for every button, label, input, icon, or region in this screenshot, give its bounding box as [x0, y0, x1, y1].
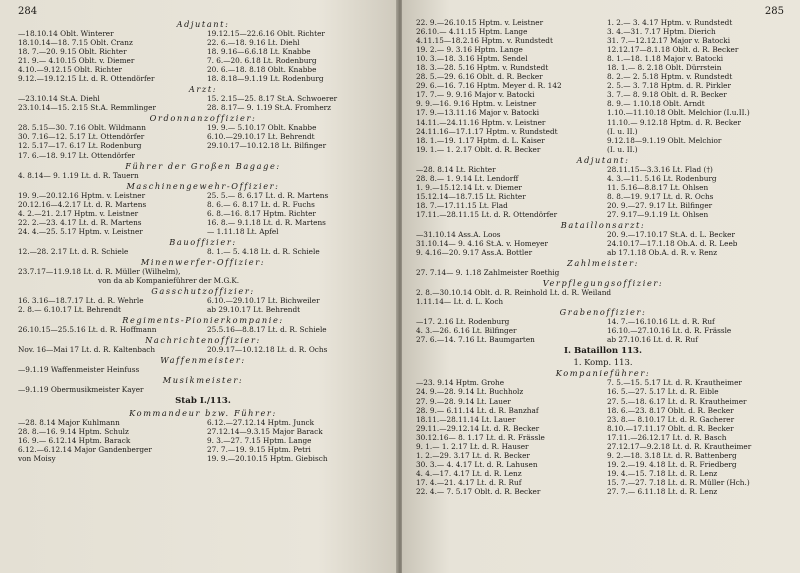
table-cell: 15.12.14—18.7.15 Lt. Richter [416, 191, 526, 201]
section-heading: Führer der Großen Bagage: [125, 160, 281, 171]
table-cell: (I. u. II.) [607, 126, 638, 136]
right-page [402, 0, 800, 573]
table-cell: 15. 2.15—25. 8.17 St.A. Schwoerer [207, 94, 338, 104]
table-cell: 23.10.14—15. 2.15 St.A. Remmlinger [18, 103, 156, 113]
table-cell: 29.10.17—10.12.18 Lt. Bilfinger [207, 141, 327, 151]
table-cell: 8. 6.— 6. 8.17 Lt. d. R. Fuchs [207, 199, 315, 209]
table-cell: 11. 5.16—8.8.17 Lt. Ohlsen [607, 182, 709, 192]
table-cell: 19. 4.—15. 7.18 Lt. d. R. Lenz [607, 468, 718, 478]
table-cell: 18. 8.18—9.1.19 Lt. Rodenburg [207, 74, 324, 84]
table-cell: 17.11.—28.11.15 Lt. d. R. Ottendörfer [416, 209, 558, 219]
table-cell: 16.10.—27.10.16 Lt. d. R. Frässle [607, 326, 732, 336]
table-cell: 27. 5.—18. 6.17 Lt. d. R. Krautheimer [607, 396, 747, 406]
table-cell: 17.11.—26.12.17 Lt. d. R. Basch [607, 432, 727, 442]
table-cell: 28. 8.— 1. 9.14 Lt. Lendorff [416, 173, 519, 183]
table-cell: 19. 2.— 9. 3.16 Hptm. Lange [416, 45, 523, 55]
section-table [18, 191, 388, 236]
table-cell: 18. 1.—19. 1.17 Hptm. d. L. Kaiser [416, 135, 545, 145]
table-cell: 9. 2.—18. 3.18 Lt. d. R. Battenberg [607, 450, 737, 460]
table-cell: 27. 7.— 6.11.18 Lt. d. R. Lenz [607, 486, 718, 496]
table-cell: 18.11.—28.11.14 Lt. Lauer [416, 414, 516, 424]
section-heading: Gasschutzoffizier: [151, 285, 255, 296]
table-cell: 10. 3.—18. 3.16 Hptm. Sendel [416, 54, 528, 64]
table-cell: 16. 8.— 9.1.18 Lt. d. R. Martens [207, 217, 326, 227]
table-cell: Nov. 16—Mai 17 Lt. d. R. Kaltenbach [18, 345, 156, 355]
table-cell: 22. 4.— 7. 5.17 Oblt. d. R. Becker [416, 486, 541, 496]
table-cell: 19. 9.— 5.10.17 Oblt. Knabbe [207, 123, 317, 133]
section-heading: Arzt: [188, 84, 218, 95]
table-cell: 28. 5.—29. 6.16 Oblt. d. R. Becker [416, 72, 543, 82]
table-cell: 9.12.—19.12.15 Lt. d. R. Ottendörfer [18, 74, 155, 84]
table-cell: 29.11.—29.12.14 Lt. d. R. Becker [416, 423, 540, 433]
table-cell: 31.10.14— 9. 4.16 St.A. v. Homeyer [416, 239, 548, 249]
table-cell: 24. 4.—25. 5.17 Hptm. v. Leistner [18, 226, 143, 236]
table-cell: 22. 6.—18. 9.16 Lt. Diehl [207, 38, 300, 48]
table-cell: 6.10.—29.10.17 Lt. Behrendt [207, 132, 315, 142]
section-table [18, 296, 388, 314]
table-cell: von Moisy [18, 454, 56, 464]
section-heading: Grabenoffizier: [559, 307, 647, 318]
section-heading: Musikmeister: [162, 375, 244, 386]
battalion-title: I. Bataillon 113. [563, 346, 643, 357]
table-cell: 19.12.15—22.6.16 Oblt. Richter [207, 29, 325, 38]
table-cell: 9. 4.16—20. 9.17 Ass.A. Bottler [416, 248, 533, 258]
table-cell: 16. 9.— 6.12.14 Hptm. Barack [18, 436, 131, 446]
section-heading: Bataillonsarzt: [560, 219, 646, 230]
table-cell: 4. 4.—17. 4.17 Lt. d. R. Lenz [416, 468, 522, 478]
table-cell: 8.10.—17.11.17 Oblt. d. R. Becker [607, 423, 734, 433]
table-cell: 17. 7.— 9. 9.16 Major v. Batocki [416, 90, 535, 100]
table-cell: 3. 7.— 8. 9.18 Oblt. d. R. Becker [607, 90, 727, 100]
table-cell: 18. 9.16—6.6.18 Lt. Knabbe [207, 47, 311, 57]
table-cell: 4.11.15—18.2.16 Hptm. v. Rundstedt [416, 36, 553, 46]
table-cell: 27.12.14—9.3.15 Major Barack [207, 427, 323, 437]
table-cell: —18.10.14 Oblt. Winterer [18, 29, 114, 38]
text-line: 2. 8.—30.10.14 Oblt. d. R. Reinhold Lt. d. R. Weiland [416, 288, 612, 298]
table-cell: 9.12.18—9.1.19 Oblt. Melchior [607, 135, 722, 145]
table-cell: 20. 9.—17.10.17 St.A. d. L. Becker [607, 229, 735, 239]
table-cell: 14. 7.—16.10.16 Lt. d. R. Ruf [607, 317, 715, 327]
table-cell: — 1.11.18 Lt. Apfel [207, 226, 279, 236]
table-cell: 9. 3.—27. 7.15 Hptm. Lange [207, 436, 312, 446]
section-heading: Adjutant: [576, 154, 630, 165]
table-cell: 8. 1.—18. 1.18 Major v. Batocki [607, 54, 724, 64]
table-cell: 16. 5.—27. 5.17 Lt. d. R. Eible [607, 387, 719, 397]
top-table [416, 18, 790, 154]
table-cell: 24. 9.—28. 9.14 Lt. Buchholz [416, 387, 524, 397]
table-cell: 2. 8.— 6.10.17 Lt. Behrendt [18, 305, 121, 315]
section-table [18, 29, 388, 83]
right-sections [416, 155, 790, 345]
section-table [18, 345, 388, 354]
table-cell: 28. 8.—16. 9.14 Hptm. Schulz [18, 427, 129, 437]
table-cell: ab 27.10.16 Lt. d. R. Ruf [607, 335, 698, 345]
table-cell: 20. 6.—18. 8.18 Oblt. Knabbe [207, 65, 317, 75]
table-cell: 8. 1.— 5. 4.18 Lt. d. R. Schiele [207, 246, 320, 256]
table-cell: 12.12.17—8.1.18 Oblt. d. R. Becker [607, 45, 739, 55]
table-cell: 27. 7.—19. 9.15 Hptm. Petri [207, 445, 311, 455]
section-table [416, 165, 790, 219]
table-cell: 22. 2.—23. 4.17 Lt. d. R. Martens [18, 217, 142, 227]
table-cell: 28. 9.— 6.11.14 Lt. d. R. Banzhaf [416, 405, 539, 415]
company-title: 1. Komp. 113. [573, 357, 633, 368]
table-cell: 27. 6.—14. 7.16 Lt. Baumgarten [416, 335, 535, 345]
text-line: —9.1.19 Waffenmeister Heinfuss [18, 365, 140, 375]
table-cell: 27.12.17—9.2.18 Lt. d. R. Krautheimer [607, 441, 752, 451]
table-cell: —28. 8.14 Lt. Richter [416, 164, 496, 174]
table-cell: 25. 5.— 8. 6.17 Lt. d. R. Martens [207, 190, 329, 200]
table-cell: 26.10.— 4.11.15 Hptm. Lange [416, 27, 528, 37]
table-cell: 15. 7.—27. 7.18 Lt. d. R. Müller (Hch.) [607, 477, 750, 487]
table-cell: 20. 9.—27. 9.17 Lt. Bilfinger [607, 200, 713, 210]
section-table [18, 94, 388, 112]
section-heading: Ordonnanzoffizier: [149, 113, 257, 124]
table-cell: 8. 9.— 1.10.18 Oblt. Arndt [607, 99, 705, 109]
table-cell: (I. u. II.) [607, 144, 638, 154]
table-cell: 12.—28. 2.17 Lt. d. R. Schiele [18, 246, 129, 256]
table-cell: 8. 8.—19. 9.17 Lt. d. R. Ochs [607, 191, 714, 201]
text-line: —9.1.19 Obermusikmeister Kayer [18, 385, 144, 395]
table-cell: 20.12.16—4.2.17 Lt. d. R. Martens [18, 199, 147, 209]
text-line: 27. 7.14— 9. 1.18 Zahlmeister Roethig [416, 268, 560, 278]
table-cell: 24.11.16—17.1.17 Hptm. v. Rundstedt [416, 126, 558, 136]
table-cell: —31.10.14 Ass.A. Loos [416, 229, 501, 239]
company-table [416, 378, 790, 496]
table-cell: 19. 2.—19. 4.18 Lt. d. R. Friedberg [607, 459, 737, 469]
table-cell: —23.10.14 St.A. Diehl [18, 94, 100, 104]
section-heading: Kompanieführer: [555, 368, 651, 379]
table-cell: —23. 9.14 Hptm. Grohe [416, 378, 505, 388]
table-cell: 1. 9.—15.12.14 Lt. v. Diemer [416, 182, 522, 192]
section-heading: Maschinengewehr-Offizier: [126, 180, 280, 191]
table-cell: 6.12.—6.12.14 Major Gandenberger [18, 445, 152, 455]
stab-title: Stab I./113. [175, 396, 231, 407]
table-cell: 26.10.15—25.5.16 Lt. d. R. Hoffmann [18, 325, 157, 335]
table-cell: 17. 4.—21. 4.17 Lt. d. R. Ruf [416, 477, 522, 487]
table-cell: 7. 6.—20. 6.18 Lt. Rodenburg [207, 56, 317, 66]
table-cell: 19. 9.—20.12.16 Hptm. v. Leistner [18, 190, 146, 200]
table-cell: 23. 8.— 8.10.17 Lt. d. R. Gacherer [607, 414, 735, 424]
table-cell: 30.12.16— 8. 1.17 Lt. d. R. Frässle [416, 432, 545, 442]
table-cell: 28. 8.17— 9. 1.19 St.A. Fromherz [207, 103, 332, 113]
table-cell: 4. 2.—21. 2.17 Hptm. v. Leistner [18, 208, 139, 218]
left-page [0, 0, 398, 573]
table-cell: 22. 9.—26.10.15 Hptm. v. Leistner [416, 18, 544, 27]
table-cell: 4. 3.—26. 6.16 Lt. Bilfinger [416, 326, 517, 336]
table-cell [207, 151, 388, 160]
section-heading: Verpflegungsoffizier: [542, 278, 664, 289]
table-cell: 27. 9.17—9.1.19 Lt. Ohlsen [607, 209, 709, 219]
table-cell: 25.5.16—8.8.17 Lt. d. R. Schiele [207, 325, 327, 335]
table-cell: 17. 6.—18. 9.17 Lt. Ottendörfer [18, 150, 136, 160]
table-cell: 28.11.15—3.3.16 Lt. Flad (†) [607, 164, 713, 174]
section-heading: Kommandeur bzw. Führer: [129, 408, 277, 419]
table-cell: 29. 6.—16. 7.16 Hptm. Meyer d. R. 142 [416, 81, 562, 91]
table-cell: 14.11.—24.11.16 Hptm. v. Leistner [416, 117, 546, 127]
table-cell: 20.9.17—10.12.18 Lt. d. R. Ochs [207, 345, 328, 355]
section-table [416, 230, 790, 257]
table-cell: 24.10.17—17.1.18 Ob.A. d. R. Leeb [607, 239, 738, 249]
table-cell: ab 29.10.17 Lt. Behrendt [207, 305, 301, 315]
section-heading: Zahlmeister: [567, 258, 639, 269]
table-cell: 3. 4.—31. 7.17 Hptm. Dierich [607, 27, 716, 37]
section-table [18, 247, 388, 256]
table-cell: —17. 2.16 Lt. Rodenburg [416, 317, 510, 327]
section-heading: Minenwerfer-Offizier: [140, 256, 266, 267]
kommandeur-table [18, 418, 388, 463]
section-table [18, 325, 388, 334]
table-cell: 18. 6.—23. 8.17 Oblt. d. R. Becker [607, 405, 734, 415]
table-cell: 7. 5.—15. 5.17 Lt. d. R. Krautheimer [607, 378, 742, 388]
table-cell: 30. 3.— 4. 4.17 Lt. d. R. Lahusen [416, 459, 538, 469]
table-cell: 28. 5.15—30. 7.16 Oblt. Wildmann [18, 123, 146, 133]
table-cell: ab 17.1.18 Ob.A. d. R. v. Renz [607, 248, 718, 258]
section-table [416, 317, 790, 344]
table-cell: 8. 2.— 2. 5.18 Hptm. v. Rundstedt [607, 72, 733, 82]
table-cell: 11.10.— 9.12.18 Hptm. d. R. Becker [607, 117, 741, 127]
section-table [18, 123, 388, 159]
table-cell: 9. 1.— 1. 2.17 Lt. d. R. Hauser [416, 441, 529, 451]
table-cell: 6.10.—29.10.17 Lt. Bichweiler [207, 295, 320, 305]
section-heading: Waffenmeister: [160, 355, 246, 366]
left-sections [18, 19, 388, 394]
section-heading: Nachrichtenoffizier: [145, 335, 261, 346]
section-heading: Regiments-Pionierkompanie: [122, 315, 284, 326]
table-cell: 1.10.—11.10.18 Oblt. Melchior (I.u.II.) [607, 108, 750, 118]
table-cell: 27. 9.—28. 9.14 Lt. Lauer [416, 396, 511, 406]
table-cell: 9. 9.—16. 9.16 Hptm. v. Leistner [416, 99, 537, 109]
table-cell: 6. 8.—16. 8.17 Hptm. Richter [207, 208, 316, 218]
table-cell: 16. 3.16—18.7.17 Lt. d. R. Wehrle [18, 295, 144, 305]
table-cell: 18. 1.— 8. 2.18 Oblt. Dürrstein [607, 63, 722, 73]
page-number: 285 [764, 6, 784, 17]
table-cell: 18. 7.—20. 9.15 Oblt. Richter [18, 47, 127, 57]
table-cell: 30. 7.16—12. 5.17 Lt. Ottendörfer [18, 132, 145, 142]
text-line: 1.11.14— Lt. d. L. Koch [416, 297, 504, 307]
table-cell: 19. 1.— 1. 2.17 Oblt. d. R. Becker [416, 144, 541, 154]
table-cell: 31. 7.—12.12.17 Major v. Batocki [607, 36, 731, 46]
page-number: 284 [18, 6, 38, 17]
section-heading: Adjutant: [176, 19, 230, 29]
table-cell: 18. 7.—17.11.15 Lt. Flad [416, 200, 508, 210]
text-line: 4. 8.14— 9. 1.19 Lt. d. R. Tauern [18, 170, 139, 180]
table-cell: 21. 9.— 4.10.15 Oblt. v. Diemer [18, 56, 135, 66]
section-heading: Bauoffizier: [169, 236, 237, 247]
table-cell: 12. 5.17—17. 6.17 Lt. Rodenburg [18, 141, 142, 151]
text-line: von da ab Kompanieführer der M.G.K. [98, 275, 240, 285]
table-cell: 4. 3.—11. 5.16 Lt. Rodenburg [607, 173, 717, 183]
table-cell: 2. 5.— 3. 7.18 Hptm. d. R. Pirkler [607, 81, 731, 91]
table-cell: 17. 9.—13.11.16 Major v. Batocki [416, 108, 540, 118]
table-cell: 19. 9.—20.10.15 Hptm. Giebisch [207, 454, 328, 464]
table-cell: 1. 2.— 3. 4.17 Hptm. v. Rundstedt [607, 18, 733, 27]
table-cell: 18. 3.—28. 5.16 Hptm. v. Rundstedt [416, 63, 549, 73]
table-cell: 6.12.—27.12.14 Hptm. Junck [207, 418, 315, 428]
table-cell: 4.10.—9.12.15 Oblt. Richter [18, 65, 122, 75]
table-cell: —28. 8.14 Major Kuhlmann [18, 418, 120, 428]
table-cell: 18.10.14—18. 7.15 Oblt. Cranz [18, 38, 133, 48]
text-line: 23.7.17—11.9.18 Lt. d. R. Müller (Wilhelm), [18, 266, 181, 276]
table-cell: 1. 2.—29. 3.17 Lt. d. R. Becker [416, 450, 530, 460]
